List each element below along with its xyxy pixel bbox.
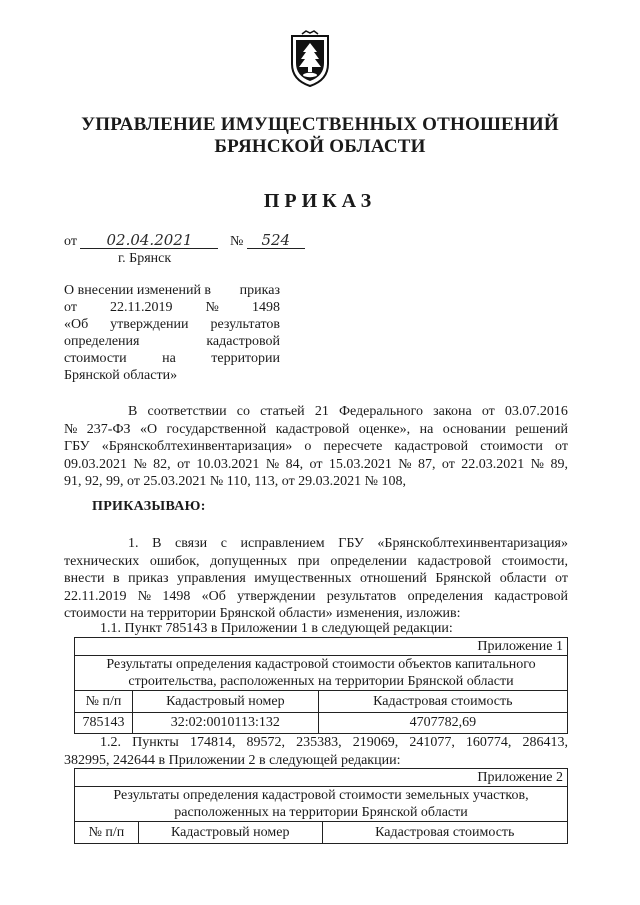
word: от bbox=[177, 456, 191, 472]
word: в bbox=[113, 571, 120, 586]
word: с bbox=[220, 536, 227, 551]
word: 21 bbox=[314, 404, 329, 419]
text-line bbox=[64, 403, 568, 421]
organization-name-line2: БРЯНСКОЙ ОБЛАСТИ bbox=[214, 136, 426, 157]
word: 82, bbox=[153, 456, 171, 472]
preamble-paragraph bbox=[64, 403, 568, 491]
word: от bbox=[555, 571, 568, 586]
appendix-1-caption-line1: Результаты определения кадастровой стоимости объектов капитального bbox=[106, 657, 536, 672]
word: статьей bbox=[260, 404, 305, 419]
word: от bbox=[309, 456, 323, 472]
word: на bbox=[419, 421, 434, 437]
word: территории bbox=[211, 351, 280, 366]
word: со bbox=[236, 404, 250, 419]
text-line bbox=[64, 473, 568, 491]
word: исправлением bbox=[240, 536, 325, 551]
order-word: ПРИКАЗЫВАЮ: bbox=[92, 499, 206, 514]
item-1-2-paragraph bbox=[64, 734, 568, 769]
word: 174814, bbox=[189, 735, 236, 750]
word: 286413, bbox=[522, 735, 568, 750]
word: ГБУ bbox=[338, 536, 364, 551]
word: 1498 bbox=[251, 300, 280, 315]
word: № bbox=[137, 588, 152, 604]
word: утверждении bbox=[237, 588, 316, 604]
word: 1.2. bbox=[100, 735, 121, 750]
word: 87, bbox=[418, 456, 436, 472]
word: при bbox=[297, 553, 320, 569]
word: Брянской bbox=[435, 571, 492, 586]
word: № bbox=[133, 456, 147, 472]
table1-header-number: № п/п bbox=[75, 691, 133, 713]
word: 1498 bbox=[162, 588, 191, 604]
word: о bbox=[304, 439, 312, 454]
word: 237-ФЗ bbox=[86, 421, 131, 437]
text-line bbox=[64, 456, 568, 474]
word: от bbox=[555, 439, 568, 454]
word: допущенных bbox=[210, 553, 288, 569]
word: определения bbox=[64, 334, 140, 349]
appendix-1-caption bbox=[75, 656, 568, 691]
word: отношений bbox=[359, 571, 427, 586]
word: 84, bbox=[285, 456, 304, 472]
item-1-1: 1.1. Пункт 785143 в Приложении 1 в следующей редакции: bbox=[100, 621, 453, 636]
word: 219069, bbox=[352, 735, 399, 750]
table-row bbox=[75, 713, 568, 734]
table2-header-cadastral-number: Кадастровый номер bbox=[138, 822, 322, 844]
number-value: 524 bbox=[247, 232, 305, 249]
text-line bbox=[64, 752, 568, 770]
organization-name bbox=[0, 114, 640, 158]
word: «Брянскоблтехинвентаризация» bbox=[101, 439, 293, 454]
appendix-2-caption-line2: расположенных на территории Брянской области bbox=[174, 805, 468, 820]
text-line bbox=[64, 570, 568, 588]
word: 89572, bbox=[246, 735, 286, 750]
date-prefix: от bbox=[64, 234, 77, 249]
word: результатов bbox=[326, 588, 397, 604]
word: В bbox=[152, 536, 162, 551]
text-line bbox=[64, 535, 568, 553]
word: «Об bbox=[64, 317, 89, 332]
subject-block bbox=[64, 282, 280, 384]
word: определения bbox=[407, 588, 484, 604]
word: ГБУ bbox=[64, 439, 90, 454]
appendix-2-caption-line1: Результаты определения кадастровой стоимости земельных участков, bbox=[113, 788, 529, 803]
table1-header-cadastral-number: Кадастровый номер bbox=[132, 691, 318, 713]
appendix-1-caption-line2: строительства, расположенных на территории Брянской области bbox=[128, 674, 514, 689]
text-line bbox=[64, 438, 568, 456]
word: стоимости bbox=[480, 439, 543, 454]
word: основании bbox=[442, 421, 506, 437]
organization-name-line1: УПРАВЛЕНИЕ ИМУЩЕСТВЕННЫХ ОТНОШЕНИЙ bbox=[81, 114, 559, 135]
word: Федерального bbox=[338, 404, 423, 419]
text-line bbox=[64, 421, 568, 439]
word: 15.03.2021 bbox=[328, 456, 392, 472]
word: приказ bbox=[128, 571, 169, 586]
table1-cell-cadastral-value: 4707782,69 bbox=[318, 713, 567, 734]
word: В bbox=[128, 404, 138, 419]
word: приказ bbox=[239, 283, 280, 298]
word: закона bbox=[433, 404, 472, 419]
word: кадастровой bbox=[394, 439, 469, 454]
word: 22.11.2019 bbox=[64, 588, 127, 604]
text-line bbox=[64, 282, 280, 299]
word: области bbox=[499, 571, 547, 586]
table2-header-cadastral-value: Кадастровая стоимость bbox=[322, 822, 567, 844]
word: ошибок, bbox=[149, 553, 200, 569]
word: «О bbox=[139, 421, 158, 437]
word: 22.11.2019 bbox=[110, 300, 173, 315]
text-line bbox=[64, 350, 280, 367]
word: № bbox=[64, 421, 78, 437]
word: № bbox=[265, 456, 280, 472]
word: 241077, bbox=[409, 735, 455, 750]
word: результатов bbox=[210, 317, 280, 332]
word: 22.03.2021 bbox=[461, 456, 525, 472]
word: стоимости bbox=[64, 351, 127, 366]
word: определении bbox=[330, 553, 407, 569]
word: «Об bbox=[201, 588, 226, 604]
word: 382995, 242644 в Приложении 2 в следующей редакции: bbox=[64, 752, 401, 768]
text-line bbox=[64, 553, 568, 571]
date-number-line bbox=[64, 232, 305, 250]
word: соответствии bbox=[147, 404, 227, 419]
word: Брянской области» bbox=[64, 368, 178, 383]
word: стоимости на территории Брянской области» изменения, изложив: bbox=[64, 606, 461, 621]
word: управления bbox=[177, 571, 246, 586]
word: 09.03.2021 bbox=[64, 456, 127, 472]
word: 235383, bbox=[296, 735, 342, 750]
word: 91, 92, 99, от 25.03.2021 № 110, 113, от 29.03.2021 № 108, bbox=[64, 474, 407, 489]
document-title: ПРИКАЗ bbox=[263, 190, 377, 212]
text-line bbox=[64, 734, 568, 752]
number-prefix: № bbox=[229, 234, 244, 249]
text-line bbox=[64, 299, 280, 316]
word: от bbox=[64, 300, 77, 315]
word: от bbox=[441, 456, 455, 472]
word: кадастровой bbox=[275, 421, 350, 437]
word: кадастровой bbox=[494, 588, 568, 604]
word: на bbox=[162, 351, 176, 366]
word: стоимости, bbox=[501, 553, 568, 569]
word: «Брянскоблтехинвентаризация» bbox=[377, 536, 568, 551]
word: 03.07.2016 bbox=[504, 404, 568, 419]
word: внести bbox=[64, 571, 105, 586]
word: кадастровой bbox=[206, 334, 280, 349]
word: № bbox=[398, 456, 412, 472]
word: кадастровой bbox=[417, 553, 492, 569]
date-value: 02.04.2021 bbox=[80, 232, 218, 249]
clause-1-paragraph bbox=[64, 535, 568, 623]
word: технических bbox=[64, 553, 140, 569]
word: решений bbox=[515, 421, 568, 437]
appendix-1-label: Приложение 1 bbox=[75, 638, 568, 656]
word: О внесении изменений в bbox=[64, 283, 212, 298]
text-line bbox=[64, 333, 280, 350]
word: государственной bbox=[166, 421, 267, 437]
word: утверждении bbox=[110, 317, 189, 332]
word: № bbox=[205, 300, 219, 315]
word: пересчете bbox=[323, 439, 383, 454]
word: 10.03.2021 bbox=[196, 456, 260, 472]
table1-cell-number: 785143 bbox=[75, 713, 133, 734]
appendix-1-table bbox=[74, 637, 568, 734]
table1-header-cadastral-value: Кадастровая стоимость bbox=[318, 691, 567, 713]
appendix-2-table bbox=[74, 768, 568, 844]
text-line bbox=[64, 367, 280, 384]
word: 1. bbox=[128, 536, 139, 551]
word: 89, bbox=[550, 456, 568, 472]
appendix-2-caption bbox=[75, 787, 568, 822]
word: 160774, bbox=[465, 735, 512, 750]
word: Пункты bbox=[132, 735, 179, 750]
text-line bbox=[64, 588, 568, 606]
word: № bbox=[530, 456, 545, 472]
city: г. Брянск bbox=[118, 251, 172, 266]
word: от bbox=[481, 404, 495, 419]
word: оценке», bbox=[358, 421, 411, 437]
word: имущественных bbox=[254, 571, 352, 586]
table1-cell-cadastral-number: 32:02:0010113:132 bbox=[132, 713, 318, 734]
table2-header-number: № п/п bbox=[75, 822, 139, 844]
word: связи bbox=[175, 536, 208, 551]
text-line bbox=[64, 316, 280, 333]
coat-of-arms-icon bbox=[288, 30, 332, 88]
appendix-2-label: Приложение 2 bbox=[75, 769, 568, 787]
